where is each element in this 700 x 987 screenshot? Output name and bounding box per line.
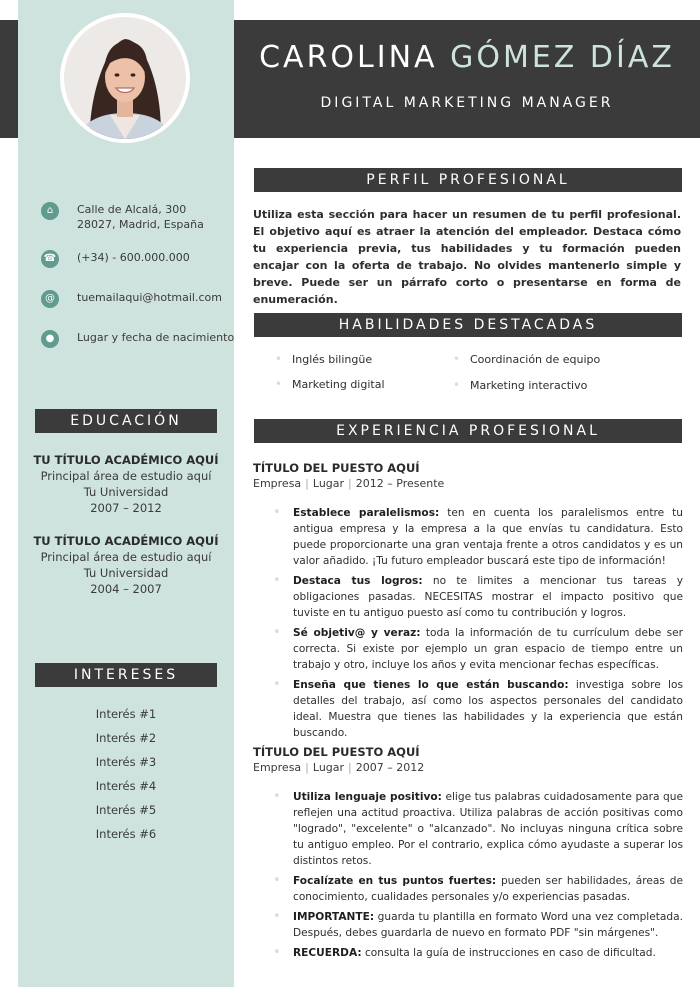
bullet-lead: RECUERDA:	[293, 947, 362, 959]
bullet-text: elige tus palabras cuidadosamente para que reflejen una actitud proactiva. Utiliza palabras de acción positivas como "logrado", "excelente" o "alcanzado". No incluyas ninguna crítica sobre tu antiguo empleo. Por el contrario, explica cómo ayudaste a superar los distintos retos.	[293, 791, 683, 867]
bullet-lead: Focalízate en tus puntos fuertes:	[293, 875, 497, 887]
job-entry	[253, 461, 683, 745]
job-bullet	[293, 573, 683, 621]
job-bullet	[293, 945, 683, 961]
birth-text: Lugar y fecha de nacimiento	[77, 331, 235, 344]
education-title: EDUCACIÓN	[35, 409, 217, 433]
education-area: Principal área de estudio aquí	[40, 469, 212, 483]
home-icon: ⌂	[41, 202, 59, 220]
profile-photo	[64, 17, 186, 139]
job-meta	[253, 760, 683, 775]
interests-list	[18, 706, 234, 850]
person-icon: ●	[41, 330, 59, 348]
interest-item: Interés #5	[95, 803, 157, 817]
job-bullet	[293, 909, 683, 941]
address-line-1: Calle de Alcalá, 300	[77, 203, 187, 216]
job-company: Empresa	[253, 477, 302, 490]
skill-item: • Marketing digital	[292, 377, 385, 392]
education-item	[18, 452, 234, 516]
bullet-lead: Utiliza lenguaje positivo:	[293, 791, 442, 803]
first-name: CAROLINA	[259, 40, 438, 75]
bullet-text: ten en cuenta los paralelismos entre tu antigua empresa y la empresa a la que envías tu candidatura. Esto puede proporcionarte una gran ventaja frente a otros candidatos y es un valor añadido. ¡Tu futuro empleador buscará este tipo de información!	[293, 507, 684, 567]
education-years: 2004 – 2007	[90, 582, 162, 596]
job-place: Lugar	[312, 477, 345, 490]
interest-item: Interés #6	[95, 827, 157, 841]
profile-title: PERFIL PROFESIONAL	[254, 168, 682, 192]
bullet-text: toda la información de tu currículum debe ser correcta. Si existe por ejemplo un gran espacio de tiempo entre un trabajo y otro, incluye los años y evita mencionar fechas específicas.	[293, 627, 683, 671]
education-area: Principal área de estudio aquí	[40, 550, 212, 564]
interests-title: INTERESES	[35, 663, 217, 687]
job-meta	[253, 476, 683, 491]
education-school: Tu Universidad	[83, 566, 169, 580]
bullet-text: consulta la guía de instrucciones en caso de dificultad.	[361, 947, 656, 959]
address-line-2: 28027, Madrid, España	[77, 218, 204, 231]
contact-birth	[38, 330, 235, 348]
bullet-text: pueden ser habilidades, áreas de conocimiento, cualidades personales y/o experiencias pasadas.	[293, 875, 683, 903]
last-name: GÓMEZ DÍAZ	[450, 40, 675, 75]
education-degree: TU TÍTULO ACADÉMICO AQUÍ	[33, 534, 219, 548]
education-item	[18, 533, 234, 597]
job-company: Empresa	[253, 761, 302, 774]
job-period: 2012 – Presente	[355, 477, 445, 490]
bullet-lead: Establece paralelismos:	[293, 507, 440, 519]
job-role: DIGITAL MARKETING MANAGER	[320, 95, 614, 111]
job-bullet	[293, 505, 683, 569]
contact-address	[38, 202, 228, 232]
skill-item: • Inglés bilingüe	[292, 352, 372, 367]
bullet-lead: Enseña que tienes lo que están buscando:	[293, 679, 569, 691]
bullet-text: no te limites a mencionar tus tareas y obligaciones pasadas. NECESITAS mostrar el impacto positivo que tuviste en tu antiguo puesto así como tu contribución y logros.	[293, 575, 683, 619]
job-bullets	[293, 505, 683, 741]
profile-text: Utiliza esta sección para hacer un resumen de tu perfil profesional. El objetivo aquí es atraer la atención del empleador. Destaca cómo tu experiencia previa, tus habilidades y tu formación pueden encajar con la oferta de trabajo. No olvides mantenerlo simple y breve. Puede ser un párrafo corto o presentarse en forma de enumeración.	[253, 208, 681, 306]
skill-item: • Marketing interactivo	[470, 378, 587, 393]
contact-email	[38, 290, 228, 308]
separator: |	[348, 477, 352, 490]
job-period: 2007 – 2012	[355, 761, 425, 774]
job-place: Lugar	[312, 761, 345, 774]
education-degree: TU TÍTULO ACADÉMICO AQUÍ	[33, 453, 219, 467]
job-bullet	[293, 677, 683, 741]
job-entry	[253, 745, 683, 965]
separator: |	[348, 761, 352, 774]
bullet-lead: Sé objetiv@ y veraz:	[293, 627, 421, 639]
at-sign-icon: @	[41, 290, 59, 308]
separator: |	[305, 761, 309, 774]
bullet-lead: Destaca tus logros:	[293, 575, 423, 587]
skill-item: • Coordinación de equipo	[470, 352, 600, 367]
job-title: TÍTULO DEL PUESTO AQUÍ	[253, 461, 420, 475]
email-text: tuemailaqui@hotmail.com	[77, 291, 222, 304]
candidate-name	[234, 40, 700, 75]
skills-title: HABILIDADES DESTACADAS	[254, 313, 682, 337]
job-bullets	[293, 789, 683, 961]
bullet-lead: IMPORTANTE:	[293, 911, 375, 923]
contact-phone	[38, 250, 228, 268]
education-years: 2007 – 2012	[90, 501, 162, 515]
job-bullet	[293, 625, 683, 673]
phone-text: (+34) - 600.000.000	[77, 251, 190, 264]
interest-item: Interés #4	[95, 779, 157, 793]
job-bullet	[293, 873, 683, 905]
separator: |	[305, 477, 309, 490]
job-title: TÍTULO DEL PUESTO AQUÍ	[253, 745, 420, 759]
job-bullet	[293, 789, 683, 869]
interest-item: Interés #1	[95, 707, 157, 721]
bullet-text: guarda tu plantilla en formato Word una vez completada. Después, debes guardarla de nuevo en formato PDF "sin márgenes".	[293, 911, 683, 939]
experience-title: EXPERIENCIA PROFESIONAL	[254, 419, 682, 443]
education-school: Tu Universidad	[83, 485, 169, 499]
interest-item: Interés #3	[95, 755, 157, 769]
phone-icon: ☎	[41, 250, 59, 268]
bullet-text: investiga sobre los detalles del trabajo, así como los aspectos personales del candidato ideal. Muestra que tienes las habilidades y la experiencia que están buscando.	[293, 679, 683, 739]
interest-item: Interés #2	[95, 731, 157, 745]
